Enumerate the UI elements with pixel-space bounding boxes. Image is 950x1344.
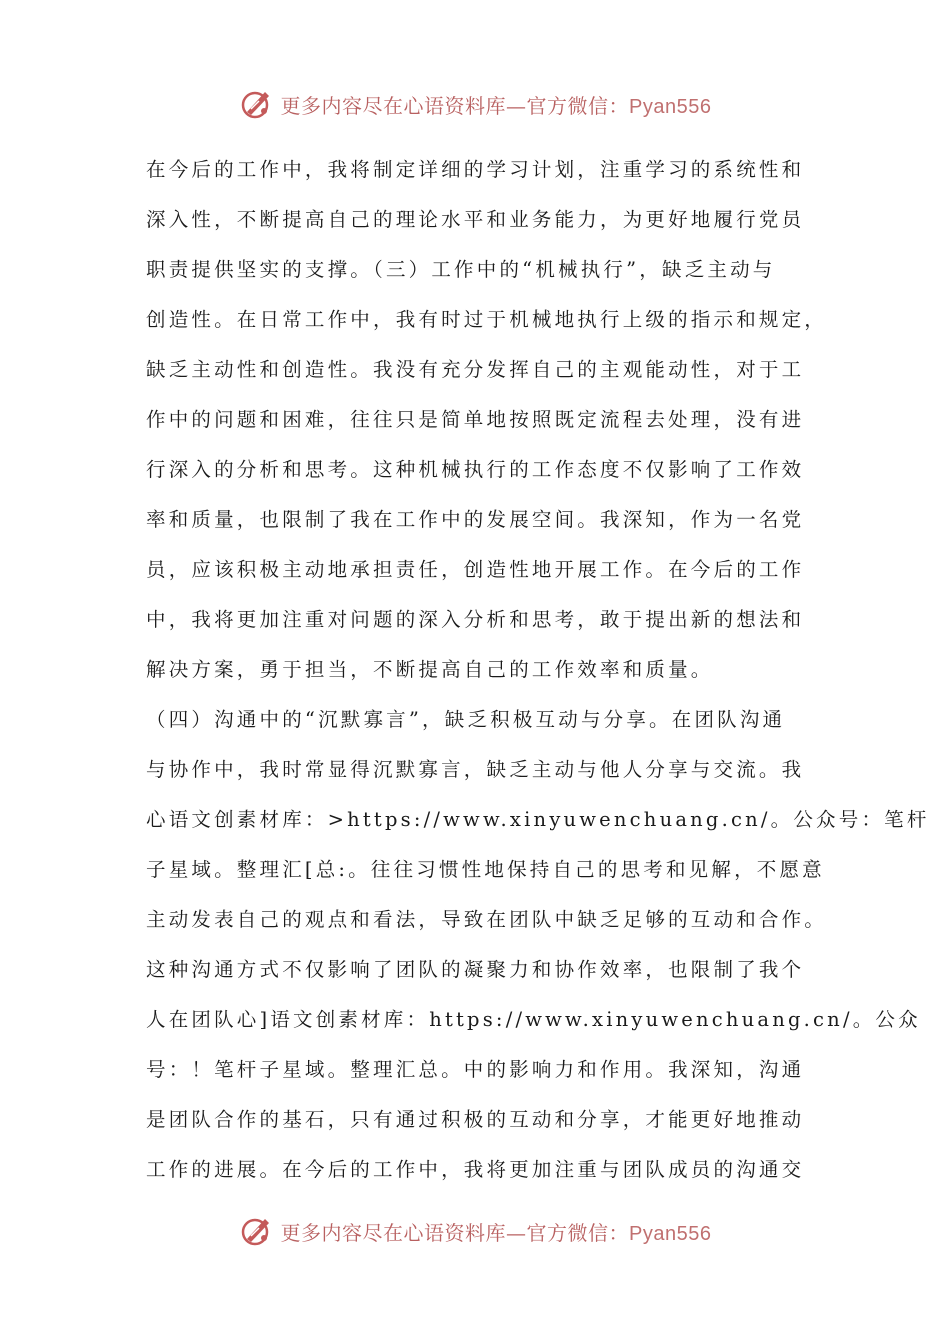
body-line: 工作的进展。在今后的工作中，我将更加注重与团队成员的沟通交 [146, 1158, 805, 1181]
pen-nib-logo-icon [239, 86, 275, 122]
body-line: 这种沟通方式不仅影响了团队的凝聚力和协作效率，也限制了我个 [146, 958, 805, 981]
body-line: 解决方案，勇于担当，不断提高自己的工作效率和质量。 [146, 658, 714, 681]
body-line: 员，应该积极主动地承担责任，创造性地开展工作。在今后的工作 [146, 558, 805, 581]
body-line: 职责提供坚实的支撑。（三）工作中的“机械执行”，缺乏主动与 [146, 258, 776, 281]
footer-banner [0, 1211, 950, 1251]
body-line: 中，我将更加注重对问题的深入分析和思考，敢于提出新的想法和 [146, 608, 805, 631]
footer-banner-text: 更多内容尽在心语资料库—官方微信：Pyan556 [280, 1220, 712, 1245]
body-line: 在今后的工作中，我将制定详细的学习计划，注重学习的系统性和 [146, 158, 805, 181]
body-line: 主动发表自己的观点和看法，导致在团队中缺乏足够的互动和合作。 [146, 908, 828, 931]
body-line: 心语文创素材库：>https://www.xinyuwenchuang.cn/。公众号：笔杆 [146, 808, 930, 831]
body-line: 子星域。整理汇[总:。往往习惯性地保持自己的思考和见解，不愿意 [146, 858, 825, 881]
body-line: 与协作中，我时常显得沉默寡言，缺乏主动与他人分享与交流。我 [146, 758, 805, 781]
body-line: 是团队合作的基石，只有通过积极的互动和分享，才能更好地推动 [146, 1108, 805, 1131]
document-body [146, 145, 930, 1195]
body-line: （四）沟通中的“沉默寡言”，缺乏积极互动与分享。在团队沟通 [146, 708, 786, 731]
header-wechat-id: Pyan556 [629, 95, 712, 118]
header-banner [0, 84, 950, 124]
body-line: 缺乏主动性和创造性。我没有充分发挥自己的主观能动性，对于工 [146, 358, 805, 381]
header-banner-text: 更多内容尽在心语资料库—官方微信：Pyan556 [280, 93, 712, 118]
pen-nib-logo-icon [239, 1213, 275, 1249]
body-line: 行深入的分析和思考。这种机械执行的工作态度不仅影响了工作效 [146, 458, 805, 481]
body-line: 号：！笔杆子星域。整理汇总。中的影响力和作用。我深知，沟通 [146, 1058, 805, 1081]
body-line: 作中的问题和困难，往往只是简单地按照既定流程去处理，没有进 [146, 408, 805, 431]
body-line: 深入性，不断提高自己的理论水平和业务能力，为更好地履行党员 [146, 208, 805, 231]
footer-wechat-id: Pyan556 [629, 1222, 712, 1245]
body-line: 人在团队心]语文创素材库：https://www.xinyuwenchuang.cn/。公众 [146, 1008, 921, 1031]
body-line: 创造性。在日常工作中，我有时过于机械地执行上级的指示和规定， [146, 308, 828, 331]
body-line: 率和质量，也限制了我在工作中的发展空间。我深知，作为一名党 [146, 508, 805, 531]
